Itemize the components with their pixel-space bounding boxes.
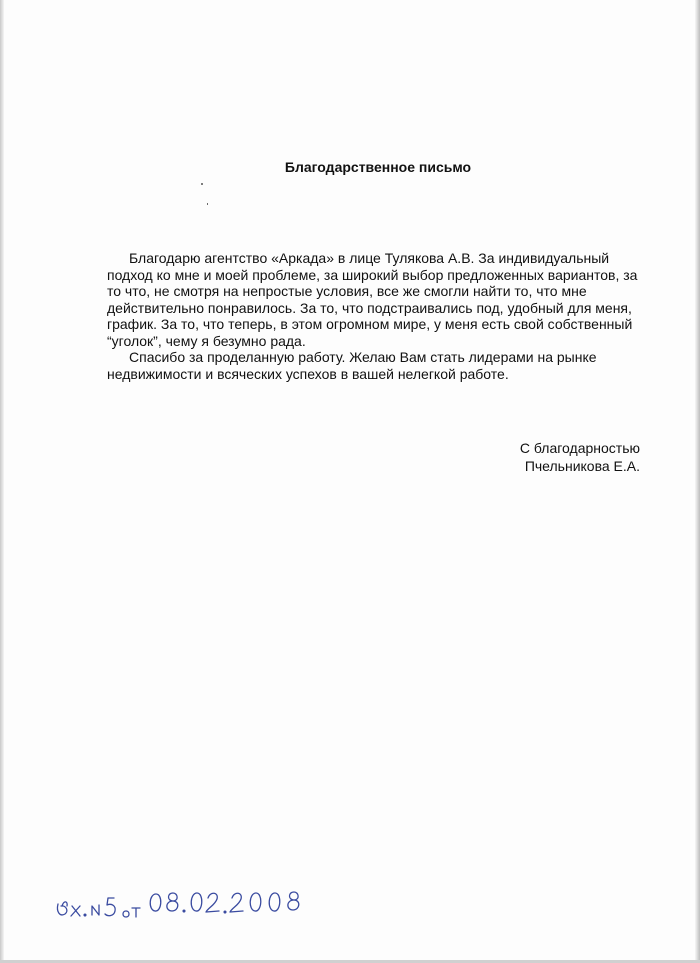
signer-name: Пчельникова Е.А.: [524, 457, 640, 474]
letter-paragraph: Благодарю агентство «Аркада» в лице Тулякова А.В. За индивидуальный подход ко мне и моей проблеме, за широкий выбор предложенных вариантов, за то что, не смотря на непростые условия, все же смогли найти то, что мне действительно понравилось. За то, что подстраивались под, удобный для меня, график. За то, что теперь, в этом огромном мире, у меня есть свой собственный “уголок”, чему я безумно рада.: [107, 250, 638, 349]
scan-edge-left: [0, 0, 4, 963]
scan-speck: [201, 183, 203, 185]
letter-paragraph: Спасибо за проделанную работу. Желаю Вам стать лидерами на рынке недвижимости и всяческих успехов в вашей нелегкой работе.: [107, 349, 597, 382]
scan-edge-right: [695, 0, 700, 963]
closing-phrase: С благодарностью: [519, 440, 640, 456]
scan-speck: [207, 203, 208, 205]
handwritten-registration-note: [52, 884, 332, 920]
letter-body: [107, 250, 647, 382]
letter-closing: [480, 440, 640, 475]
letter-title: Благодарственное письмо: [284, 159, 472, 175]
